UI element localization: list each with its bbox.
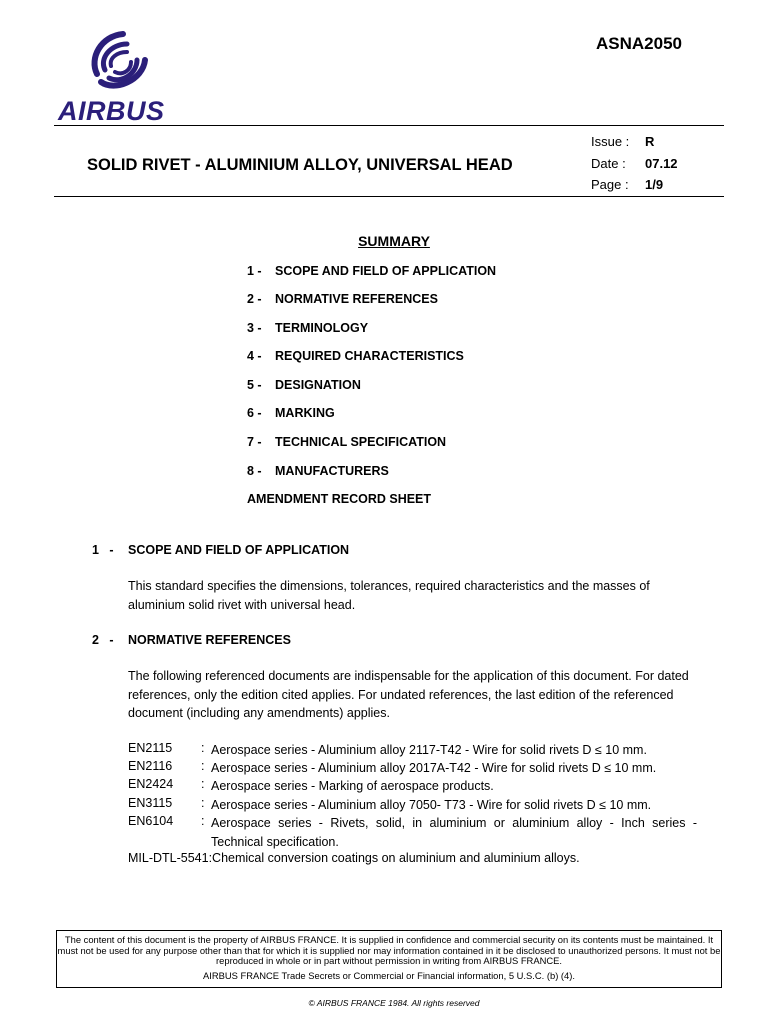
toc-item-number: 4 -: [247, 349, 262, 363]
issue-value: R: [645, 134, 655, 149]
reference-description: Aerospace series - Aluminium alloy 2117-T42 - Wire for solid rivets D ≤ 10 mm.: [211, 743, 647, 757]
reference-colon: :: [201, 814, 205, 828]
date-value: 07.12: [645, 156, 678, 171]
toc-item-number: 5 -: [247, 378, 262, 392]
summary-heading: SUMMARY: [358, 233, 430, 249]
reference-code: EN2116: [128, 759, 173, 773]
issue-label: Issue :: [591, 134, 630, 149]
section-title-normative-references: NORMATIVE REFERENCES: [128, 633, 291, 647]
trade-secrets-text: AIRBUS FRANCE Trade Secrets or Commercial or Financial information, 5 U.S.C. (b) (4).: [203, 969, 575, 981]
reference-colon: :: [201, 796, 205, 810]
section-number: 2 -: [92, 633, 114, 647]
reference-colon: :: [201, 759, 205, 773]
toc-item-designation[interactable]: DESIGNATION: [275, 378, 361, 392]
reference-description: Aerospace series - Rivets, solid, in aluminium or aluminium alloy - Inch series - Technical specification.: [211, 816, 697, 849]
confidentiality-text: The content of this document is the property of AIRBUS FRANCE. It is supplied in confidence and commercial security on its contents must be maintained. It must not be used for any purpose other than that for which it is supplied nor may information contained in it be disclosed to unauthorized persons. It must not be reproduced in whole or in part without permission in writing from AIRBUS FRANCE.: [57, 934, 721, 967]
reference-description: Aerospace series - Aluminium alloy 2017A-T42 - Wire for solid rivets D ≤ 10 mm.: [211, 761, 657, 775]
toc-item-manufacturers[interactable]: MANUFACTURERS: [275, 464, 389, 478]
toc-item-number: 3 -: [247, 321, 262, 335]
reference-description: Aerospace series - Aluminium alloy 7050- T73 - Wire for solid rivets D ≤ 10 mm.: [211, 798, 652, 812]
section-number: 1 -: [92, 543, 114, 557]
section-paragraph-normative: The following referenced documents are indispensable for the application of this document. For dated references, only the edition cited applies. For undated references, the last edition of the referenced document (including any amendments) applies.: [128, 669, 689, 720]
reference-colon: :: [201, 741, 205, 755]
reference-code: EN2115: [128, 741, 173, 755]
header-divider-top: [54, 125, 724, 126]
page-label: Page :: [591, 177, 629, 192]
section-title-scope: SCOPE AND FIELD OF APPLICATION: [128, 543, 350, 557]
reference-code: EN6104: [128, 814, 174, 828]
page-value: 1/9: [645, 177, 664, 192]
toc-item-amendment-record[interactable]: AMENDMENT RECORD SHEET: [247, 492, 432, 506]
toc-item-number: 8 -: [247, 464, 262, 478]
reference-code: EN3115: [128, 796, 173, 810]
document-code: ASNA2050: [596, 34, 682, 53]
airbus-wordmark: AIRBUS: [58, 96, 165, 126]
reference-description: Aerospace series - Marking of aerospace products.: [211, 779, 494, 793]
copyright-line: © AIRBUS FRANCE 1984. All rights reserved: [308, 998, 480, 1008]
toc-item-required-characteristics[interactable]: REQUIRED CHARACTERISTICS: [275, 349, 464, 363]
section-paragraph-scope: This standard specifies the dimensions, tolerances, required characteristics and the masses of aluminium solid rivet with universal head.: [128, 579, 650, 612]
reference-mil-dtl-5541: MIL-DTL-5541:Chemical conversion coatings on aluminium and aluminium alloys.: [128, 851, 580, 865]
toc-item-terminology[interactable]: TERMINOLOGY: [275, 321, 369, 335]
document-title: SOLID RIVET - ALUMINIUM ALLOY, UNIVERSAL HEAD: [87, 156, 513, 174]
reference-colon: :: [201, 777, 205, 791]
airbus-logo: [58, 30, 182, 130]
reference-code: EN2424: [128, 777, 174, 791]
toc-item-scope[interactable]: SCOPE AND FIELD OF APPLICATION: [275, 264, 497, 278]
toc-item-normative-references[interactable]: NORMATIVE REFERENCES: [275, 292, 438, 306]
confidentiality-notice: [56, 930, 722, 988]
airbus-logo-icon: [87, 30, 149, 92]
header-divider-bottom: [54, 196, 724, 197]
toc-item-technical-specification[interactable]: TECHNICAL SPECIFICATION: [275, 435, 447, 449]
toc-item-number: 6 -: [247, 406, 262, 420]
toc-item-number: 2 -: [247, 292, 262, 306]
toc-item-marking[interactable]: MARKING: [275, 406, 335, 420]
toc-item-number: 1 -: [247, 264, 262, 278]
toc-item-number: 7 -: [247, 435, 262, 449]
date-label: Date :: [591, 156, 626, 171]
